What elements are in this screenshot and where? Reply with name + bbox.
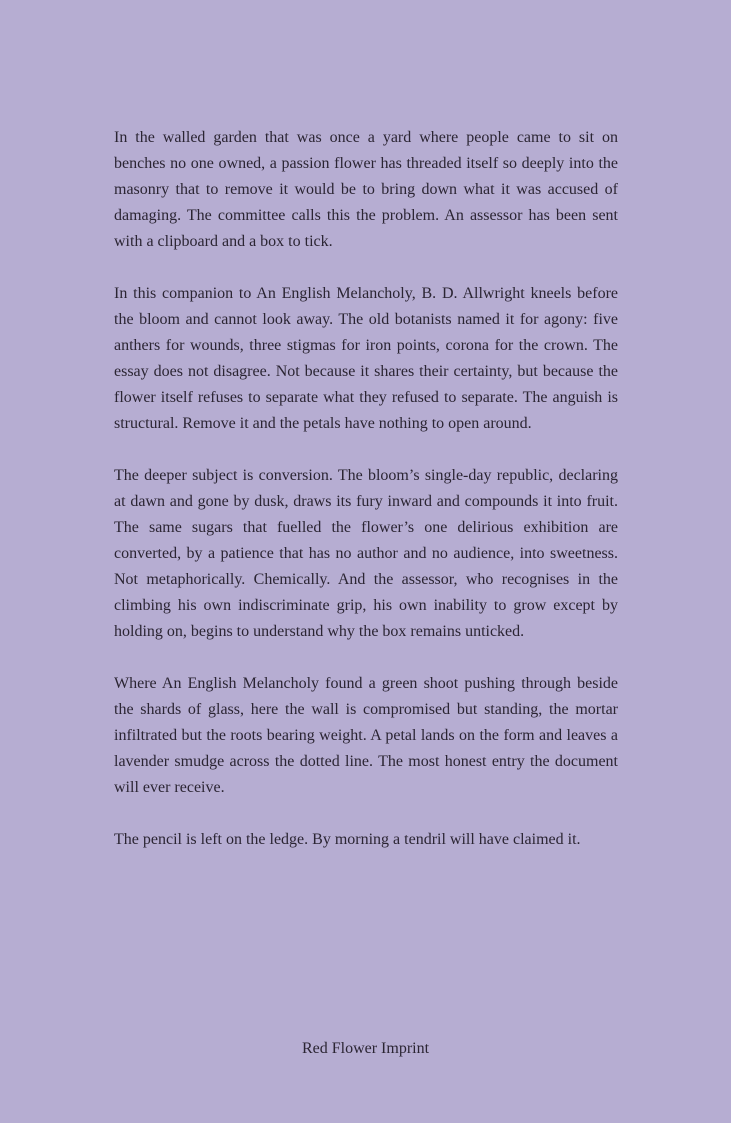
blurb-paragraph-4: Where An English Melancholy found a green shoot pushing through beside the shards of glass, here the wall is compromised but standing, the mortar infiltrated but the roots bearing weight. A petal lands on the form and leaves a lavender smudge across the dotted line. The most honest entry the document will ever receive. [114,675,618,796]
blurb-text [114,125,618,853]
blurb-paragraph-1: In the walled garden that was once a yard where people came to sit on benches no one owned, a passion flower has threaded itself so deeply into the masonry that to remove it would be to bring down what it was accused of damaging. The committee calls this the problem. An assessor has been sent with a clipboard and a box to tick. [114,129,618,250]
publisher-imprint: Red Flower Imprint [301,1040,430,1057]
blurb-paragraph-5: The pencil is left on the ledge. By morning a tendril will have claimed it. [114,831,581,848]
blurb-paragraph-2: In this companion to An English Melancholy, B. D. Allwright kneels before the bloom and cannot look away. The old botanists named it for agony: five anthers for wounds, three stigmas for iron points, corona for the crown. The essay does not disagree. Not because it shares their certainty, but because the flower itself refuses to separate what they refused to separate. The anguish is structural. Remove it and the petals have nothing to open around. [114,285,618,432]
blurb-paragraph-3: The deeper subject is conversion. The bloom’s single-day republic, declaring at dawn and gone by dusk, draws its fury inward and compounds it into fruit. The same sugars that fuelled the flower’s one delirious exhibition are converted, by a patience that has no author and no audience, into sweetness. Not metaphorically. Chemically. And the assessor, who recognises in the climbing his own indiscriminate grip, his own inability to grow except by holding on, begins to understand why the box remains unticked. [114,467,618,640]
